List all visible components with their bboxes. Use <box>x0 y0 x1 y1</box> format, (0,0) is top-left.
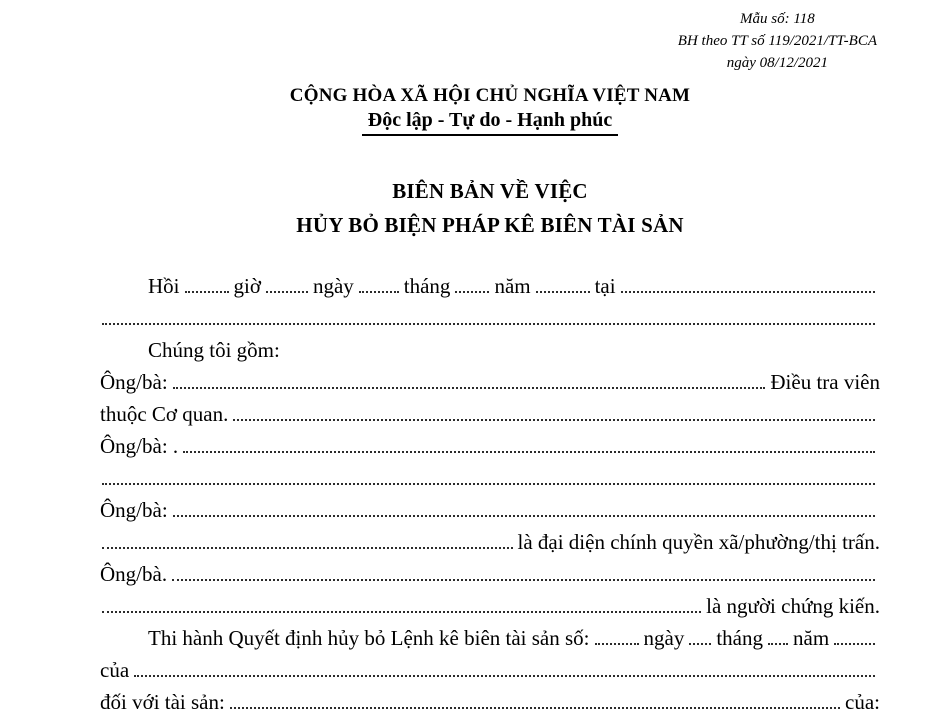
line-authority-rep <box>100 526 880 558</box>
label-regarding-assets: đối với tài sản: <box>100 690 225 714</box>
label-of-colon: của: <box>845 690 880 714</box>
label-hour: giờ <box>233 274 261 298</box>
line-we-consist-of <box>100 334 880 366</box>
label-exec-year: năm <box>793 626 830 650</box>
line-investigator <box>100 366 880 398</box>
form-date: ngày 08/12/2021 <box>726 55 829 71</box>
title-line-1: BIÊN BẢN VỀ VIỆC <box>392 179 588 203</box>
document-title <box>100 174 880 242</box>
label-mr-mrs-3: Ông/bà: <box>100 498 168 522</box>
blank-field-authority-rep <box>102 547 513 549</box>
blank-field-person-4-name <box>172 579 875 581</box>
line-issuer <box>100 654 880 686</box>
label-mr-mrs-2: Ông/bà: . <box>100 434 179 458</box>
label-at: tại <box>594 274 616 298</box>
label-day: ngày <box>312 274 354 298</box>
label-at-hour: Hồi <box>148 274 180 298</box>
title-line-2: HỦY BỎ BIỆN PHÁP KÊ BIÊN TÀI SẢN <box>296 213 684 237</box>
label-investigator: Điều tra viên <box>770 370 880 394</box>
line-person-2-continued <box>100 462 880 494</box>
line-person-4 <box>100 558 880 590</box>
blank-field-exec-month <box>768 643 788 645</box>
form-meta-block <box>678 8 877 74</box>
document-body <box>100 270 880 715</box>
line-execute-decision <box>100 622 880 654</box>
form-circular: BH theo TT số 119/2021/TT-BCA <box>677 33 877 49</box>
line-witness <box>100 590 880 622</box>
national-motto-country: CỘNG HÒA XÃ HỘI CHỦ NGHĨA VIỆT NAM <box>289 85 691 106</box>
label-mr-mrs-4: Ông/bà. <box>100 562 168 586</box>
national-header <box>100 84 880 136</box>
blank-field-month <box>359 291 399 293</box>
blank-field-person-3-name <box>173 515 875 517</box>
blank-field-witness <box>102 611 701 613</box>
label-execute-decision: Thi hành Quyết định hủy bỏ Lệnh kê biên tài sản số: <box>148 626 590 650</box>
blank-field-investigator-name <box>173 387 766 389</box>
label-we-consist-of: Chúng tôi gồm: <box>148 338 280 362</box>
national-motto-slogan <box>100 108 880 136</box>
blank-field-place-2 <box>102 323 875 325</box>
label-mr-mrs-1: Ông/bà: <box>100 370 168 394</box>
label-authority-rep: là đại diện chính quyền xã/phường/thị trấn. <box>517 530 880 554</box>
form-number: Mẫu số: 118 <box>740 11 815 27</box>
label-year: năm <box>494 274 531 298</box>
label-exec-month: tháng <box>716 626 763 650</box>
label-exec-day: ngày <box>643 626 685 650</box>
blank-field-person-2-details <box>102 483 875 485</box>
line-person-3 <box>100 494 880 526</box>
label-witness: là người chứng kiến. <box>706 594 880 618</box>
label-of-agency: thuộc Cơ quan. <box>100 402 229 426</box>
line-time-place <box>100 270 880 302</box>
blank-field-agency-name <box>233 419 875 421</box>
blank-field-year <box>455 291 489 293</box>
label-month: tháng <box>403 274 451 298</box>
motto-underlined-text: Độc lập - Tự do - Hạnh phúc <box>362 108 618 136</box>
blank-field-exec-year <box>834 643 875 645</box>
blank-field-day <box>266 291 308 293</box>
blank-field-person-2-name <box>183 451 875 453</box>
blank-field-issuer <box>134 675 875 677</box>
blank-field-place <box>621 291 875 293</box>
blank-field-exec-day <box>689 643 711 645</box>
line-agency <box>100 398 880 430</box>
line-regarding-assets <box>100 686 880 715</box>
blank-field-decision-number <box>595 643 639 645</box>
blank-field-hour <box>185 291 229 293</box>
label-of: của <box>100 658 130 682</box>
line-place-continued <box>100 302 880 334</box>
line-person-2 <box>100 430 880 462</box>
blank-field-assets <box>230 707 840 709</box>
blank-field-year-value <box>536 291 590 293</box>
